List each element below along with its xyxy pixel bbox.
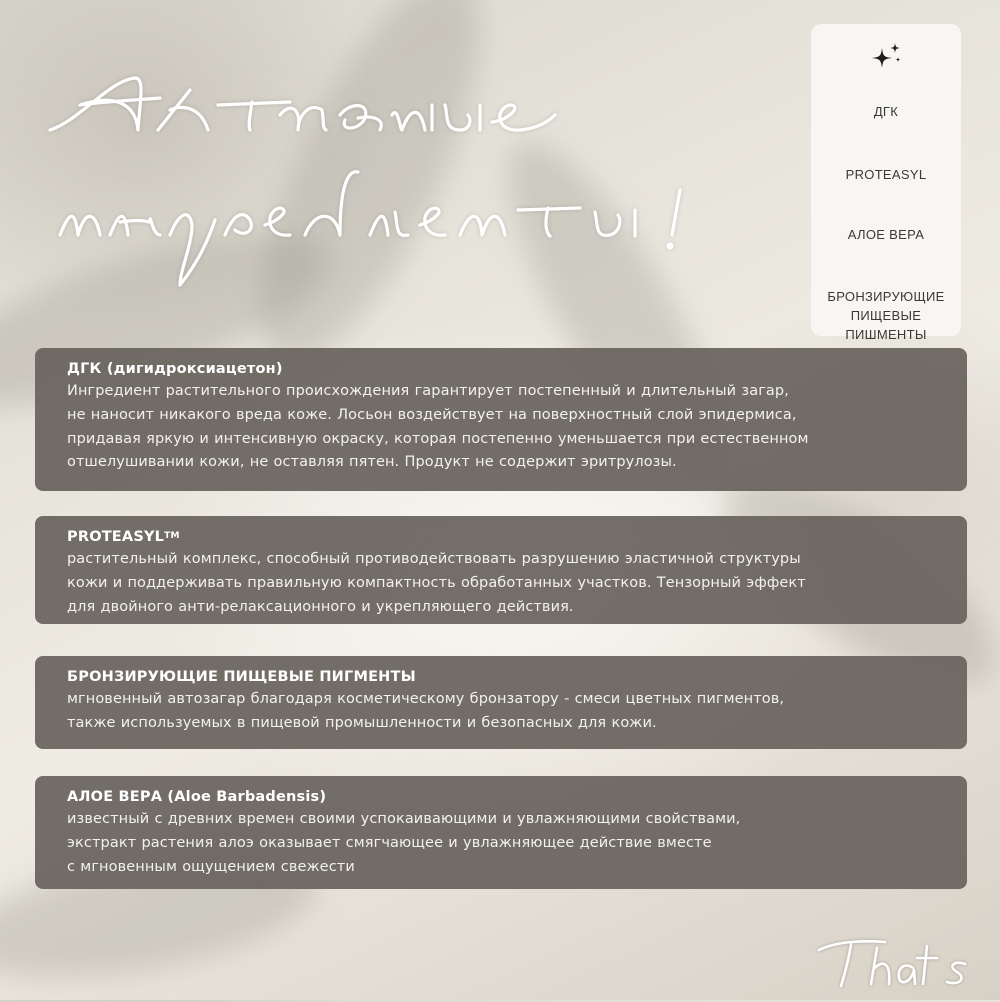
card-body: растительный комплекс, способный противодействовать разрушению эластичной структуры кожи и поддерживать правильную компактность обработанных участков. Тензорный эффект для двойного анти-релаксационного и укрепляющего действия.: [67, 551, 806, 615]
ingredient-card-dhk: [35, 348, 967, 491]
card-title: БРОНЗИРУЮЩИЕ ПИЩЕВЫЕ ПИГМЕНТЫ: [67, 669, 416, 685]
logo-script: [815, 928, 995, 998]
ingredient-list-item: PROTEASYL: [845, 167, 927, 182]
ingredient-list-item: АЛОЕ ВЕРА: [847, 227, 925, 242]
ingredients-list-panel: [811, 24, 961, 342]
ingredient-card-aloe-vera: [35, 776, 967, 889]
heading-script-drawing: [40, 60, 760, 320]
card-title-text: PROTEASYL: [67, 529, 165, 545]
logo-text: Thats: [815, 928, 818, 929]
trademark-mark: TM: [164, 531, 180, 541]
ingredient-card-proteasyl: [35, 516, 967, 624]
card-body: мгновенный автозагар благодаря косметическому бронзатору - смеси цветных пигментов, также используемых в пищевой промышленности и безопасных для кожи.: [67, 691, 785, 731]
brand-logo: [815, 928, 995, 998]
page-heading: [40, 60, 760, 320]
card-body: известный с древних времен своими успокаивающими и увлажняющими свойствами, экстракт растения алоэ оказывает смягчающее и увлажняющее действие вместе с мгновенным ощущением свежести: [67, 811, 741, 875]
ingredient-list-item: БРОНЗИРУЮЩИЕ ПИЩЕВЫЕ ПИШМЕНТЫ: [827, 289, 945, 342]
ingredient-card-bronzing-pigments: [35, 656, 967, 749]
card-title: АЛОЕ ВЕРА (Aloe Barbadensis): [67, 789, 327, 805]
ingredient-list-item: ДГК: [873, 104, 899, 119]
card-body: Ингредиент растительного происхождения гарантирует постепенный и длительный загар, не наносит никакого вреда коже. Лосьон воздействует на поверхностный слой эпидермиса, придавая яркую и интенсивную окраску, которая постепенно уменьшается при естественном отшелушивании кожи, не оставляя пятен. Продукт не содержит эритрулозы.: [67, 383, 809, 471]
card-title: [67, 526, 935, 548]
card-title: ДГК (дигидроксиацетон): [67, 361, 283, 377]
sparkle-icon: [871, 40, 905, 74]
